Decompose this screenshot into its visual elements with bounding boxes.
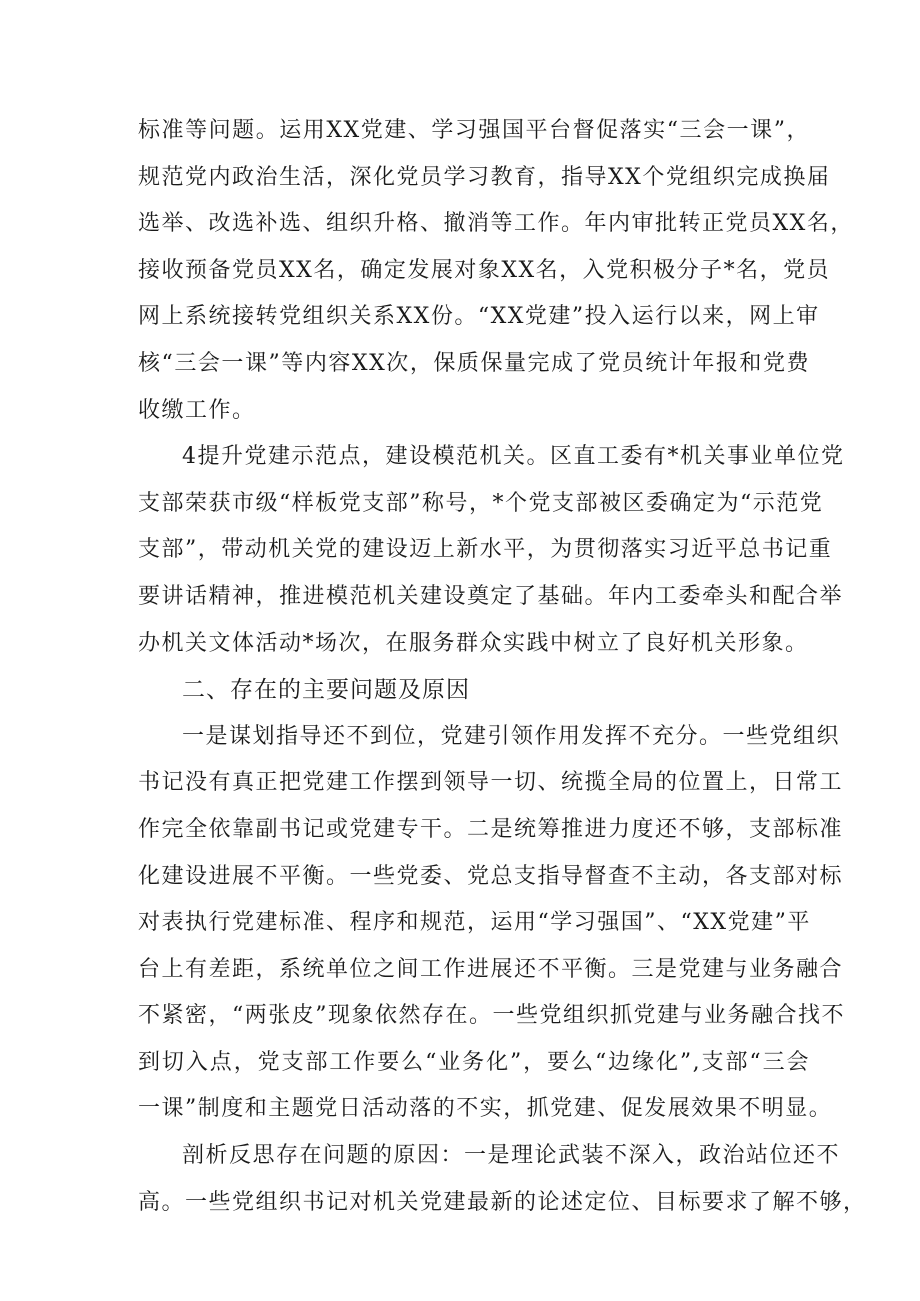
text-line: 支部荣获市级“样板党支部”称号，*个党支部被区委确定为“示范党 (138, 490, 824, 516)
text-line: 要讲话精神，推进模范机关建设奠定了基础。年内工委牵头和配合举 (138, 583, 844, 609)
text-line: 规范党内政治生活，深化党员学习教育，指导XX个党组织完成换届 (138, 164, 831, 190)
section-heading: 二、存在的主要问题及原因 (182, 677, 470, 704)
text-line: 对表执行党建标准、程序和规范，运用“学习强国”、“XX党建”平 (138, 910, 811, 936)
text-line: 一是谋划指导还不到位，党建引领作用发挥不充分。一些党组织 (182, 723, 841, 749)
paragraph-1 (138, 108, 854, 434)
paragraph-4 (138, 1133, 867, 1226)
text-line: 高。一些党组织书记对机关党建最新的论述定位、目标要求了解不够， (138, 1189, 867, 1215)
text-line: 选举、改选补选、组织升格、撤消等工作。年内审批转正党员XX名， (138, 211, 854, 237)
text-line: 支部”，带动机关党的建设迈上新水平，为贯彻落实习近平总书记重 (138, 537, 833, 563)
text-line: 一课”制度和主题党日活动落的不实，抓党建、促发展效果不明显。 (138, 1096, 833, 1122)
text-line: 不紧密，“两张皮”现象依然存在。一些党组织抓党建与业务融合找不 (138, 1003, 845, 1029)
text-line: 办机关文体活动*场次，在服务群众实践中树立了良好机关形象。 (138, 630, 809, 656)
text-line: 核“三会一课”等内容XX次，保质保量完成了党员统计年报和党费 (138, 350, 810, 376)
text-line: 网上系统接转党组织关系XX份。“XX党建”投入运行以来，网上审 (138, 304, 820, 330)
paragraph-3 (138, 714, 845, 1133)
document-body (138, 108, 867, 1226)
text-line: 收缴工作。 (138, 397, 256, 423)
text-line: 作完全依靠副书记或党建专干。二是统筹推进力度还不够，支部标准 (138, 816, 844, 842)
text-line: 书记没有真正把党建工作摆到领导一切、统揽全局的位置上，日常工 (138, 770, 844, 796)
text-line: 标准等问题。运用XX党建、学习强国平台督促落实“三会一课”， (138, 118, 810, 143)
text-line: 4提升党建示范点，建设模范机关。区直工委有*机关事业单位党 (182, 444, 845, 470)
text-line: 化建设进展不平衡。一些党委、党总支指导督查不主动，各支部对标 (138, 863, 844, 889)
text-line: 到切入点，党支部工作要么“业务化”，要么“边缘化”,支部“三会 (138, 1049, 810, 1075)
text-line: 剖析反思存在问题的原因：一是理论武装不深入，政治站位还不 (182, 1143, 841, 1169)
text-line: 接收预备党员XX名，确定发展对象XX名，入党积极分子*名，党员 (138, 257, 831, 283)
text-line: 台上有差距，系统单位之间工作进展还不平衡。三是党建与业务融合 (138, 956, 844, 982)
paragraph-2 (138, 434, 845, 667)
